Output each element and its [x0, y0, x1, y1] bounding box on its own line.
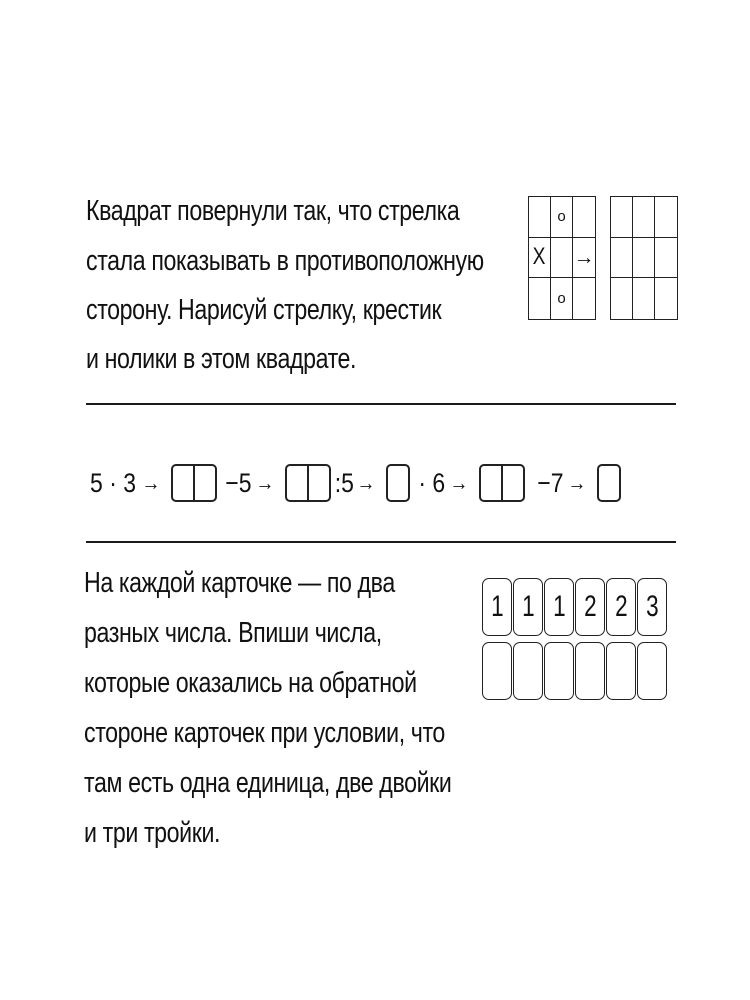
blank-card[interactable] — [575, 642, 605, 700]
grid-cell — [573, 278, 595, 319]
number-card: 2 — [575, 578, 605, 636]
grid-cell-arrow — [573, 238, 595, 279]
chain-op: −7 — [537, 467, 564, 498]
calculation-chain — [86, 458, 621, 508]
task1-line-4: и нолики в этом квадрате. — [86, 343, 357, 375]
blank-card[interactable] — [606, 642, 636, 700]
task3-line-6: и три тройки. — [84, 817, 221, 849]
number-card: 1 — [544, 578, 574, 636]
grid-cell-zero: о — [551, 197, 573, 238]
blank-card[interactable] — [544, 642, 574, 700]
answer-cell[interactable] — [633, 197, 655, 238]
number-card: 2 — [606, 578, 636, 636]
chain-start: 5 · 3 — [90, 467, 136, 498]
task3-line-4: стороне карточек при условии, что — [84, 717, 445, 749]
divider-line — [86, 403, 676, 405]
grid-cell-zero: о — [551, 278, 573, 319]
answer-cell[interactable] — [655, 278, 677, 319]
answer-cell[interactable] — [633, 238, 655, 279]
task3-line-2: разных числа. Впиши числа, — [84, 617, 382, 649]
task1-line-1: Квадрат повернули так, что стрелка — [86, 195, 460, 227]
arrow-right-icon: → — [255, 470, 275, 495]
task3-line-5: там есть одна единица, две двойки — [84, 767, 452, 799]
blank-card[interactable] — [513, 642, 543, 700]
answer-cell[interactable] — [633, 278, 655, 319]
cards-front-row — [482, 578, 667, 636]
grid-cell — [529, 278, 551, 319]
chain-op: · 6 — [418, 467, 446, 498]
answer-box-2digit[interactable] — [479, 464, 525, 502]
grid-cell-cross: Х — [529, 238, 551, 279]
answer-box-2digit[interactable] — [285, 464, 331, 502]
arrow-right-icon: → — [141, 470, 161, 495]
chain-op: −5 — [225, 467, 252, 498]
answer-cell[interactable] — [611, 238, 633, 279]
answer-box-2digit[interactable] — [171, 464, 217, 502]
answer-cell[interactable] — [611, 197, 633, 238]
task1-line-3: сторону. Нарисуй стрелку, крестик — [86, 294, 442, 326]
number-card: 1 — [513, 578, 543, 636]
grid-cell — [573, 197, 595, 238]
task3-line-3: которые оказались на обратной — [84, 667, 417, 699]
original-grid — [528, 196, 596, 320]
grid-cell — [529, 197, 551, 238]
grid-cell — [551, 238, 573, 279]
task1-line-2: стала показывать в противоположную — [86, 245, 484, 277]
blank-card[interactable] — [637, 642, 667, 700]
arrow-right-icon: → — [573, 245, 595, 269]
answer-cell[interactable] — [655, 238, 677, 279]
answer-cell[interactable] — [655, 197, 677, 238]
cards-back-row[interactable] — [482, 642, 667, 700]
number-card: 3 — [637, 578, 667, 636]
task3-line-1: На каждой карточке — по два — [84, 567, 395, 599]
answer-box-1digit[interactable] — [597, 464, 621, 502]
answer-box-1digit[interactable] — [386, 464, 410, 502]
number-card: 1 — [482, 578, 512, 636]
arrow-right-icon: → — [357, 470, 376, 495]
answer-cell[interactable] — [611, 278, 633, 319]
arrow-right-icon: → — [449, 470, 469, 495]
chain-op: :5 — [334, 467, 354, 498]
arrow-right-icon: → — [567, 470, 587, 495]
answer-grid[interactable] — [610, 196, 678, 320]
divider-line — [86, 541, 676, 543]
blank-card[interactable] — [482, 642, 512, 700]
